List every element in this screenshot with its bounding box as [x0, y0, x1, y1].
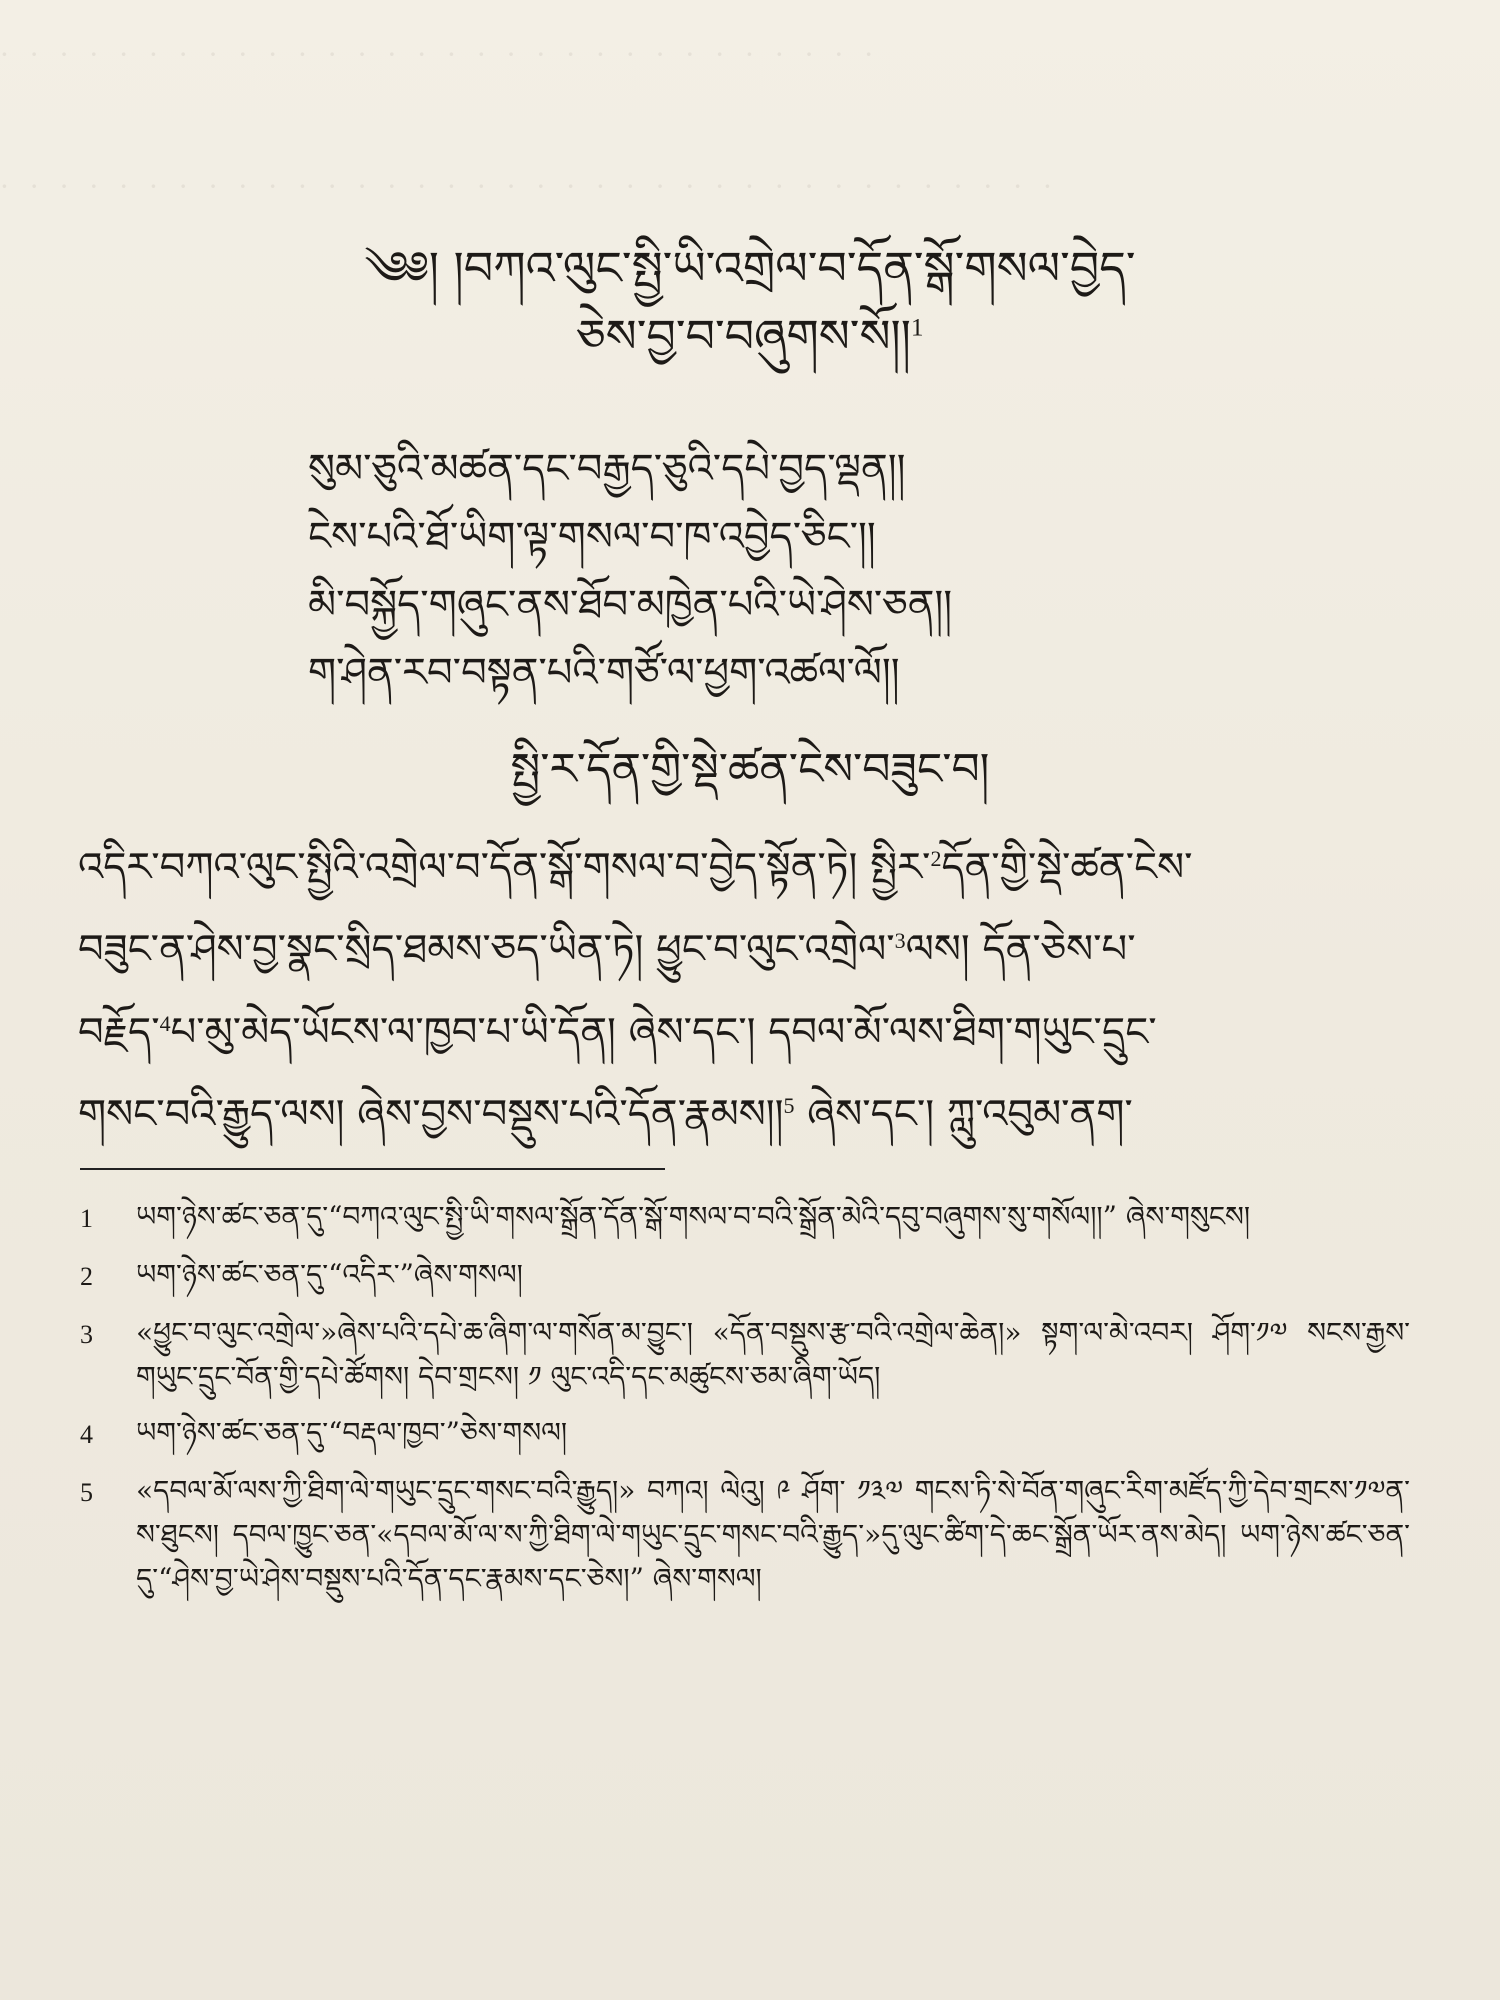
show-through-text: · · · · · · · · · · · · · · · · · · · · · · · · · · · · · · · · · · · · [0, 170, 1058, 203]
paragraph-text: བཟུང་ན་ཤེས་བྱ་སྣང་སྲིད་ཐམས་ཅད་ཡིན་ཏེ། ཕྱུང་བ་ལུང་འགྲེལ་ [78, 926, 895, 973]
verse-line: ག་ཤེན་རབ་བསྟན་པའི་གཙོ་ལ་ཕྱག་འཚལ་ལོ།། [308, 650, 900, 696]
footnote-ref-2[interactable]: 2 [930, 846, 942, 871]
verse-line: མི་བསྐྱོད་གཞུང་ནས་ཐོབ་མཁྱེན་པའི་ཡེ་ཤེས་ཅན།། [308, 582, 953, 628]
footnote-number: 4 [80, 1420, 93, 1449]
body-paragraph [78, 822, 1418, 1151]
paragraph-text: འདིར་བཀའ་ལུང་སྤྱིའི་འགྲེལ་བ་དོན་སྒོ་གསལ་བ་བྱེད་སྟོན་ཏེ། སྤྱིར་ [78, 844, 931, 891]
paragraph-text: ལས། དོན་ཅེས་པ་ [905, 926, 1136, 973]
paragraph-text: ཞེས་དང་། ཀླུ་འབུམ་ནག་ [794, 1091, 1133, 1138]
paragraph-text: པ་མུ་མེད་ཡོངས་ལ་ཁྱབ་པ་ཡི་དོན། ཞེས་དང་། དབལ་མོ་ལས་ཐིག་གཡུང་དྲུང་ [170, 1008, 1157, 1055]
footnote-number: 1 [80, 1204, 93, 1233]
footnote-ref-4[interactable]: 4 [159, 1010, 171, 1036]
footnotes [80, 1195, 1410, 1613]
title-line-2 [0, 308, 1500, 366]
footnote [80, 1253, 1410, 1299]
footnote-number: 3 [80, 1320, 93, 1349]
footnote-ref-1[interactable]: 1 [910, 313, 924, 342]
footnote-ref-3[interactable]: 3 [894, 928, 906, 954]
paragraph-line [78, 904, 1418, 986]
title-text: ཅེས་བྱ་བ་བཞུགས་སོ།། [576, 309, 911, 363]
footnote-number: 5 [80, 1478, 93, 1507]
paragraph-text: དོན་གྱི་སྡེ་ཚན་ངེས་ [941, 844, 1193, 891]
opening-verse [308, 435, 1308, 707]
footnote [80, 1195, 1410, 1241]
paragraph-line [78, 822, 1418, 904]
paragraph-text: བརྗོད་ [78, 1008, 160, 1055]
section-heading: སྤྱི་ར་དོན་གྱི་སྡེ་ཚན་ངེས་བཟུང་བ། [510, 744, 990, 795]
paragraph-text: གསང་བའི་རྒྱུད་ལས། ཞེས་བྱས་བསྡུས་པའི་དོན་རྣམས།། [78, 1091, 784, 1138]
verse-line: སུམ་ཅུའི་མཚན་དང་བརྒྱད་ཅུའི་དཔེ་བྱད་ལྡན།། [308, 446, 906, 492]
footnote-text: ཡག་ཉེས་ཚང་ཅན་དུ་“བརྡལ་ཁྱབ་”ཅེས་གསལ། [136, 1416, 568, 1449]
show-through-text: · · · · · · · · · · · · · · · · · · · · · · · · · · · · · · [0, 38, 880, 71]
title-line-1: ༄༅། །བཀའ་ལུང་སྤྱི་ཡི་འགྲེལ་བ་དོན་སྒོ་གསལ་བྱེད་ [364, 241, 1136, 295]
footnote-text: «ཕྱུང་བ་ལུང་འགྲེལ་»ཞེས་པའི་དཔེ་ཆ་ཞིག་ལ་གསོན་མ་བྱུང་། «དོན་བསྡུས་རྩ་བའི་འགྲེལ་ཆེན།» སྟག་ལ་མེ་འབར། ཤོག་༡༧ སངས་རྒྱས་གཡུང་དྲུང་བོན་གྱི་དཔེ་ཚོགས། དེབ་གྲངས། ༡ ལུང་འདི་དང་མཚུངས་ཅམ་ཞིག་ཡོད། [136, 1316, 1410, 1393]
footnote-divider [80, 1168, 665, 1170]
paragraph-line [78, 987, 1418, 1069]
footnote-number: 2 [80, 1262, 93, 1291]
footnote-text: ཡག་ཉེས་ཚང་ཅན་དུ་“འདིར་”ཞེས་གསལ། [136, 1258, 523, 1291]
footnote-text: «དབལ་མོ་ལས་ཀྱི་ཐིག་ལེ་གཡུང་དྲུང་གསང་བའི་རྒྱུད།» བཀའ། ལེའུ། ༩ ཤོག་ ༡༣༧ གངས་ཏི་སེ་བོན་གཞུང་རིག་མཛོད་ཀྱི་དེབ་གྲངས་༡༧ན་ས་ཐུངས། དབལ་ཁྱུང་ཅན་«དབལ་མོ་ལ་ས་ཀྱི་ཐིག་ལེ་གཡུང་དྲུང་གསང་བའི་རྒྱུད་»དུ་ལུང་ཚིག་དེ་ཆང་སྒྲོན་ཡོར་ནས་མེད། ཡག་ཉེས་ཚང་ཅན་དུ་“ཤེས་བྱ་ཡེ་ཤེས་བསྡུས་པའི་དོན་དང་རྣམས་དང་ཅེས།” ཞེས་གསལ། [136, 1474, 1410, 1595]
verse-line: ངེས་པའི་ཐོ་ཡིག་ལྟ་གསལ་བ་ཁ་འབྱེད་ཅིང་།། [308, 514, 876, 560]
paragraph-line [78, 1069, 1418, 1151]
footnote-ref-5[interactable]: 5 [783, 1092, 795, 1118]
footnote [80, 1311, 1410, 1399]
footnote-text: ཡག་ཉེས་ཚང་ཅན་དུ་“བཀའ་ལུང་སྤྱི་ཡི་གསལ་སྒྲོན་དོན་སྒོ་གསལ་བ་བའི་སྒྲོན་མེའི་དབུ་བཞུགས་སུ་གསོལ།།” ཞེས་གསུངས། [136, 1200, 1251, 1233]
footnote [80, 1411, 1410, 1457]
footnote [80, 1469, 1410, 1601]
